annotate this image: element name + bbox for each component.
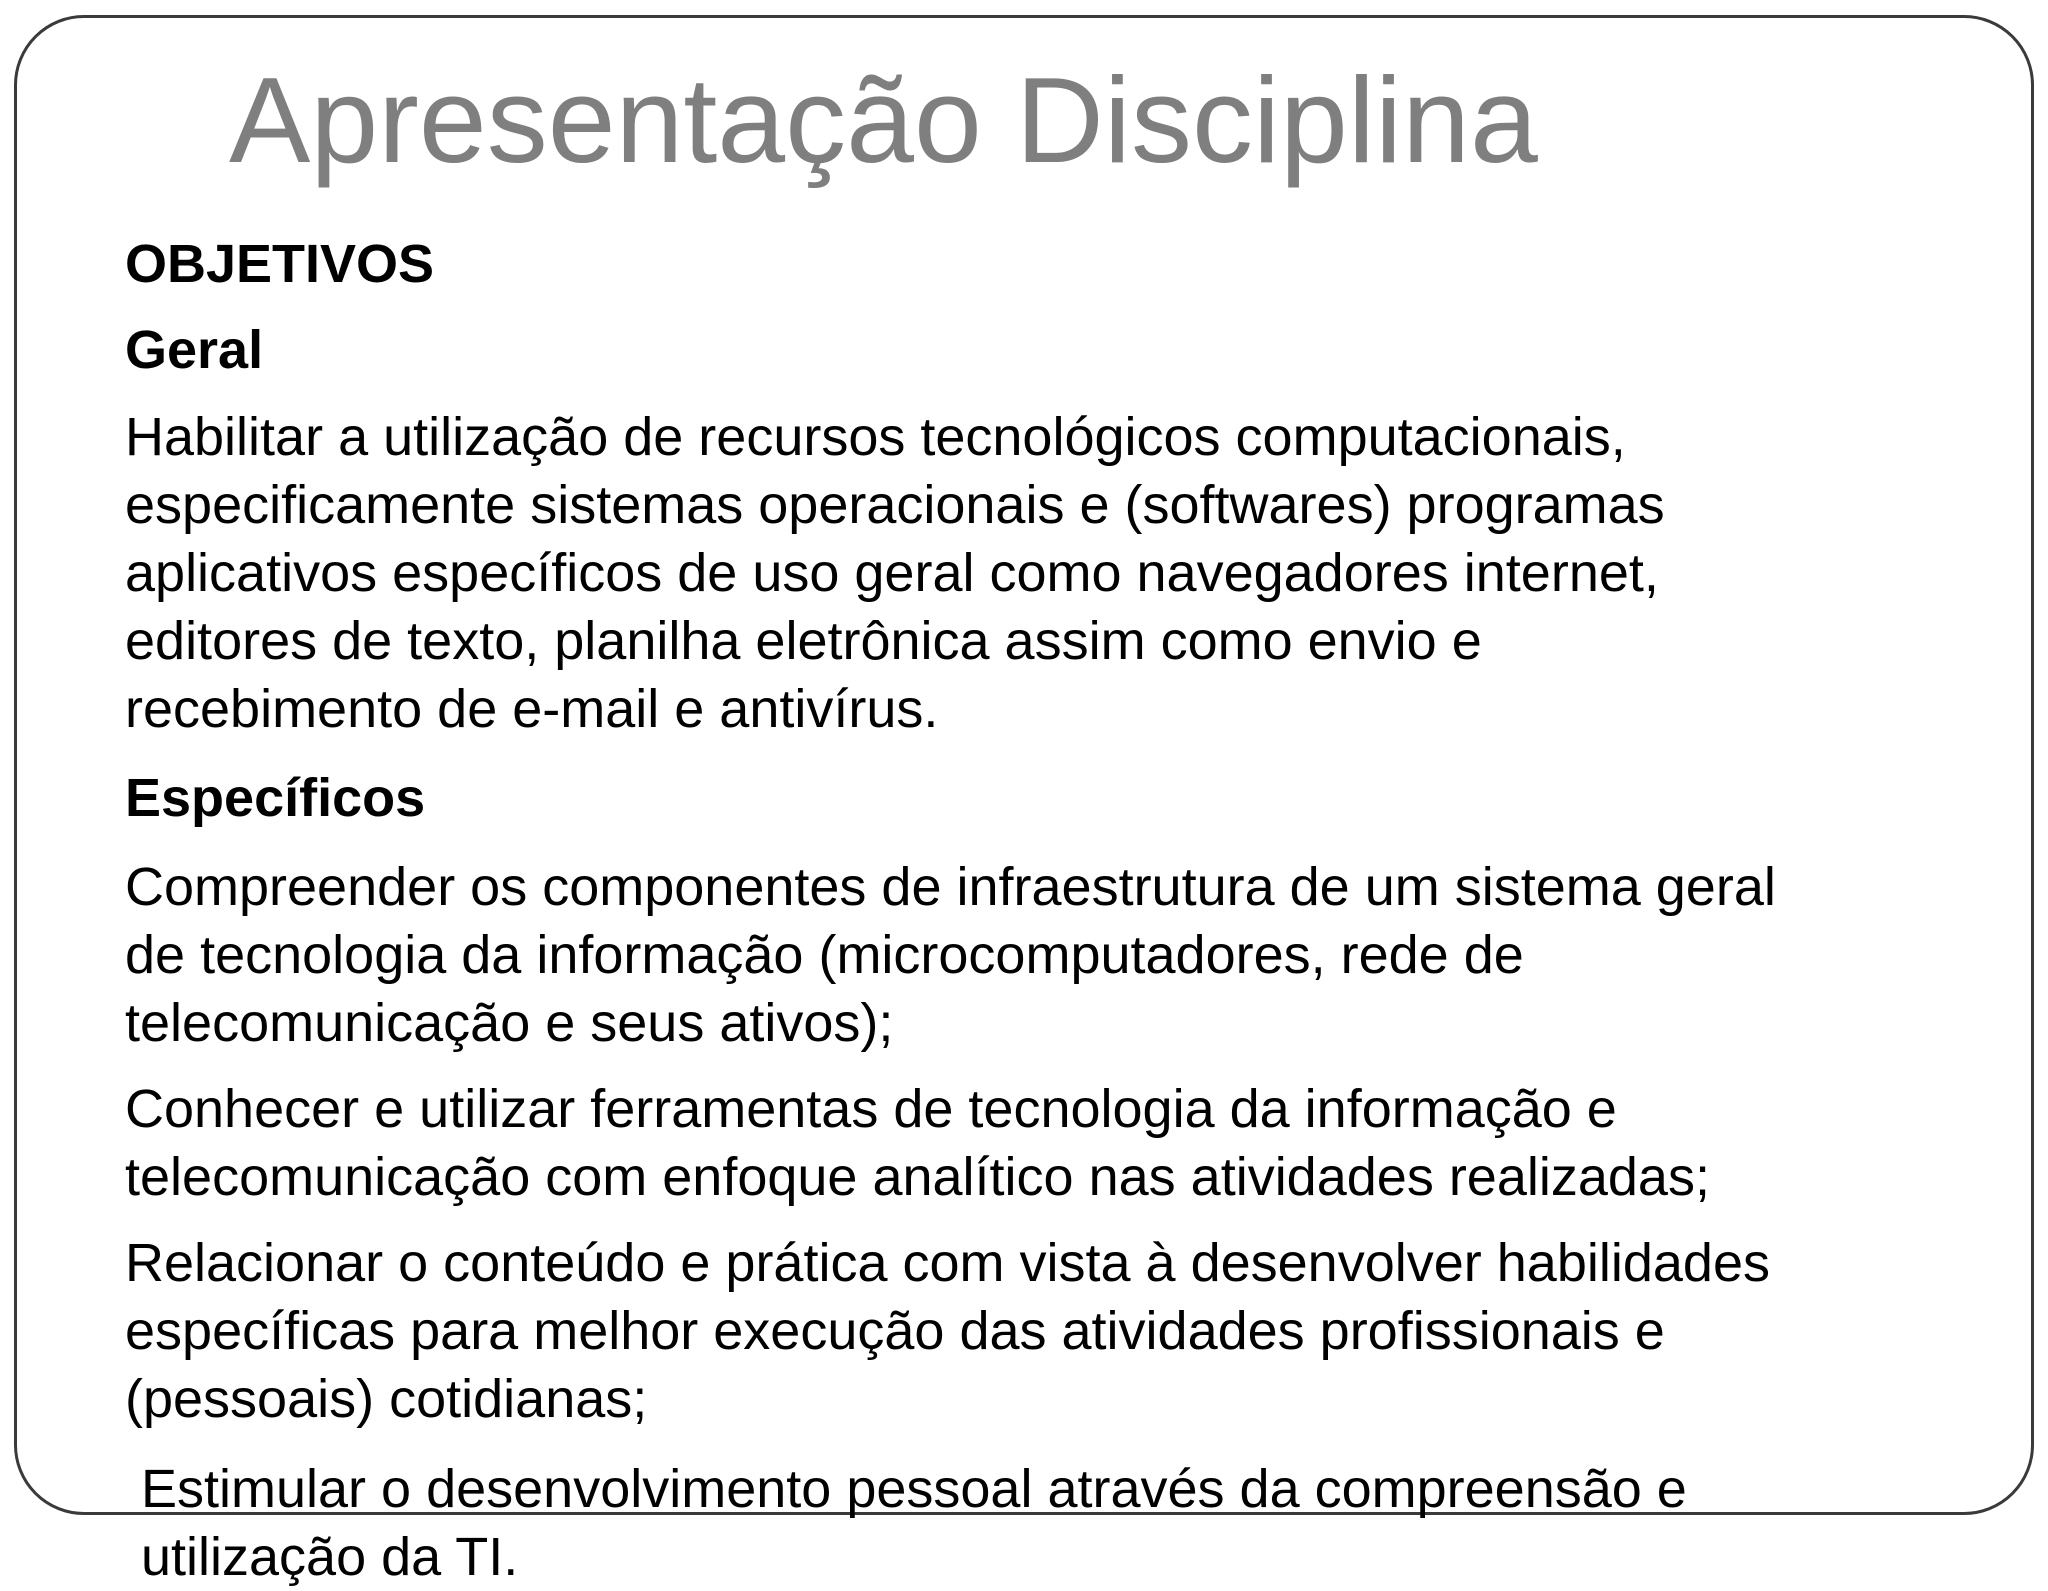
general-objective-text (125, 403, 2005, 743)
specific-objective-item (125, 1229, 2005, 1433)
specific-item-line: de tecnologia da informação (microcomputadores, rede de (125, 925, 1524, 985)
specific-item-line: utilização da TI. (141, 1527, 519, 1587)
specific-item-line: telecomunicação com enfoque analítico nas atividades realizadas; (125, 1147, 1710, 1207)
general-heading: Geral (125, 320, 264, 380)
specific-item-line: Relacionar o conteúdo e prática com vista à desenvolver habilidades (125, 1233, 1770, 1293)
specific-item-line: Conhecer e utilizar ferramentas de tecnologia da informação e (125, 1079, 1617, 1139)
general-text-line: aplicativos específicos de uso geral como navegadores internet, (125, 543, 1659, 603)
specific-heading: Específicos (125, 768, 426, 828)
slide-frame (14, 15, 2034, 1587)
specific-item-line: telecomunicação e seus ativos); (125, 993, 894, 1053)
slide-content (125, 231, 2005, 1591)
specific-objective-item (125, 1455, 2005, 1591)
specific-item-line: Compreender os componentes de infraestrutura de um sistema geral (125, 857, 1776, 917)
specific-item-line: Estimular o desenvolvimento pessoal através da compreensão e (141, 1459, 1687, 1519)
specific-objective-item (125, 853, 2005, 1057)
slide-title: Apresentação Disciplina (229, 52, 1538, 188)
general-text-line: especificamente sistemas operacionais e (softwares) programas (125, 475, 1665, 535)
general-text-line: editores de texto, planilha eletrônica assim como envio e (125, 611, 1482, 671)
objectives-heading: OBJETIVOS (125, 234, 435, 294)
specific-item-line: específicas para melhor execução das atividades profissionais e (125, 1301, 1665, 1361)
general-text-line: Habilitar a utilização de recursos tecnológicos computacionais, (125, 407, 1626, 467)
specific-item-line: (pessoais) cotidianas; (125, 1369, 648, 1429)
general-text-line: recebimento de e-mail e antivírus. (125, 679, 939, 739)
specific-objective-item (125, 1075, 2005, 1211)
